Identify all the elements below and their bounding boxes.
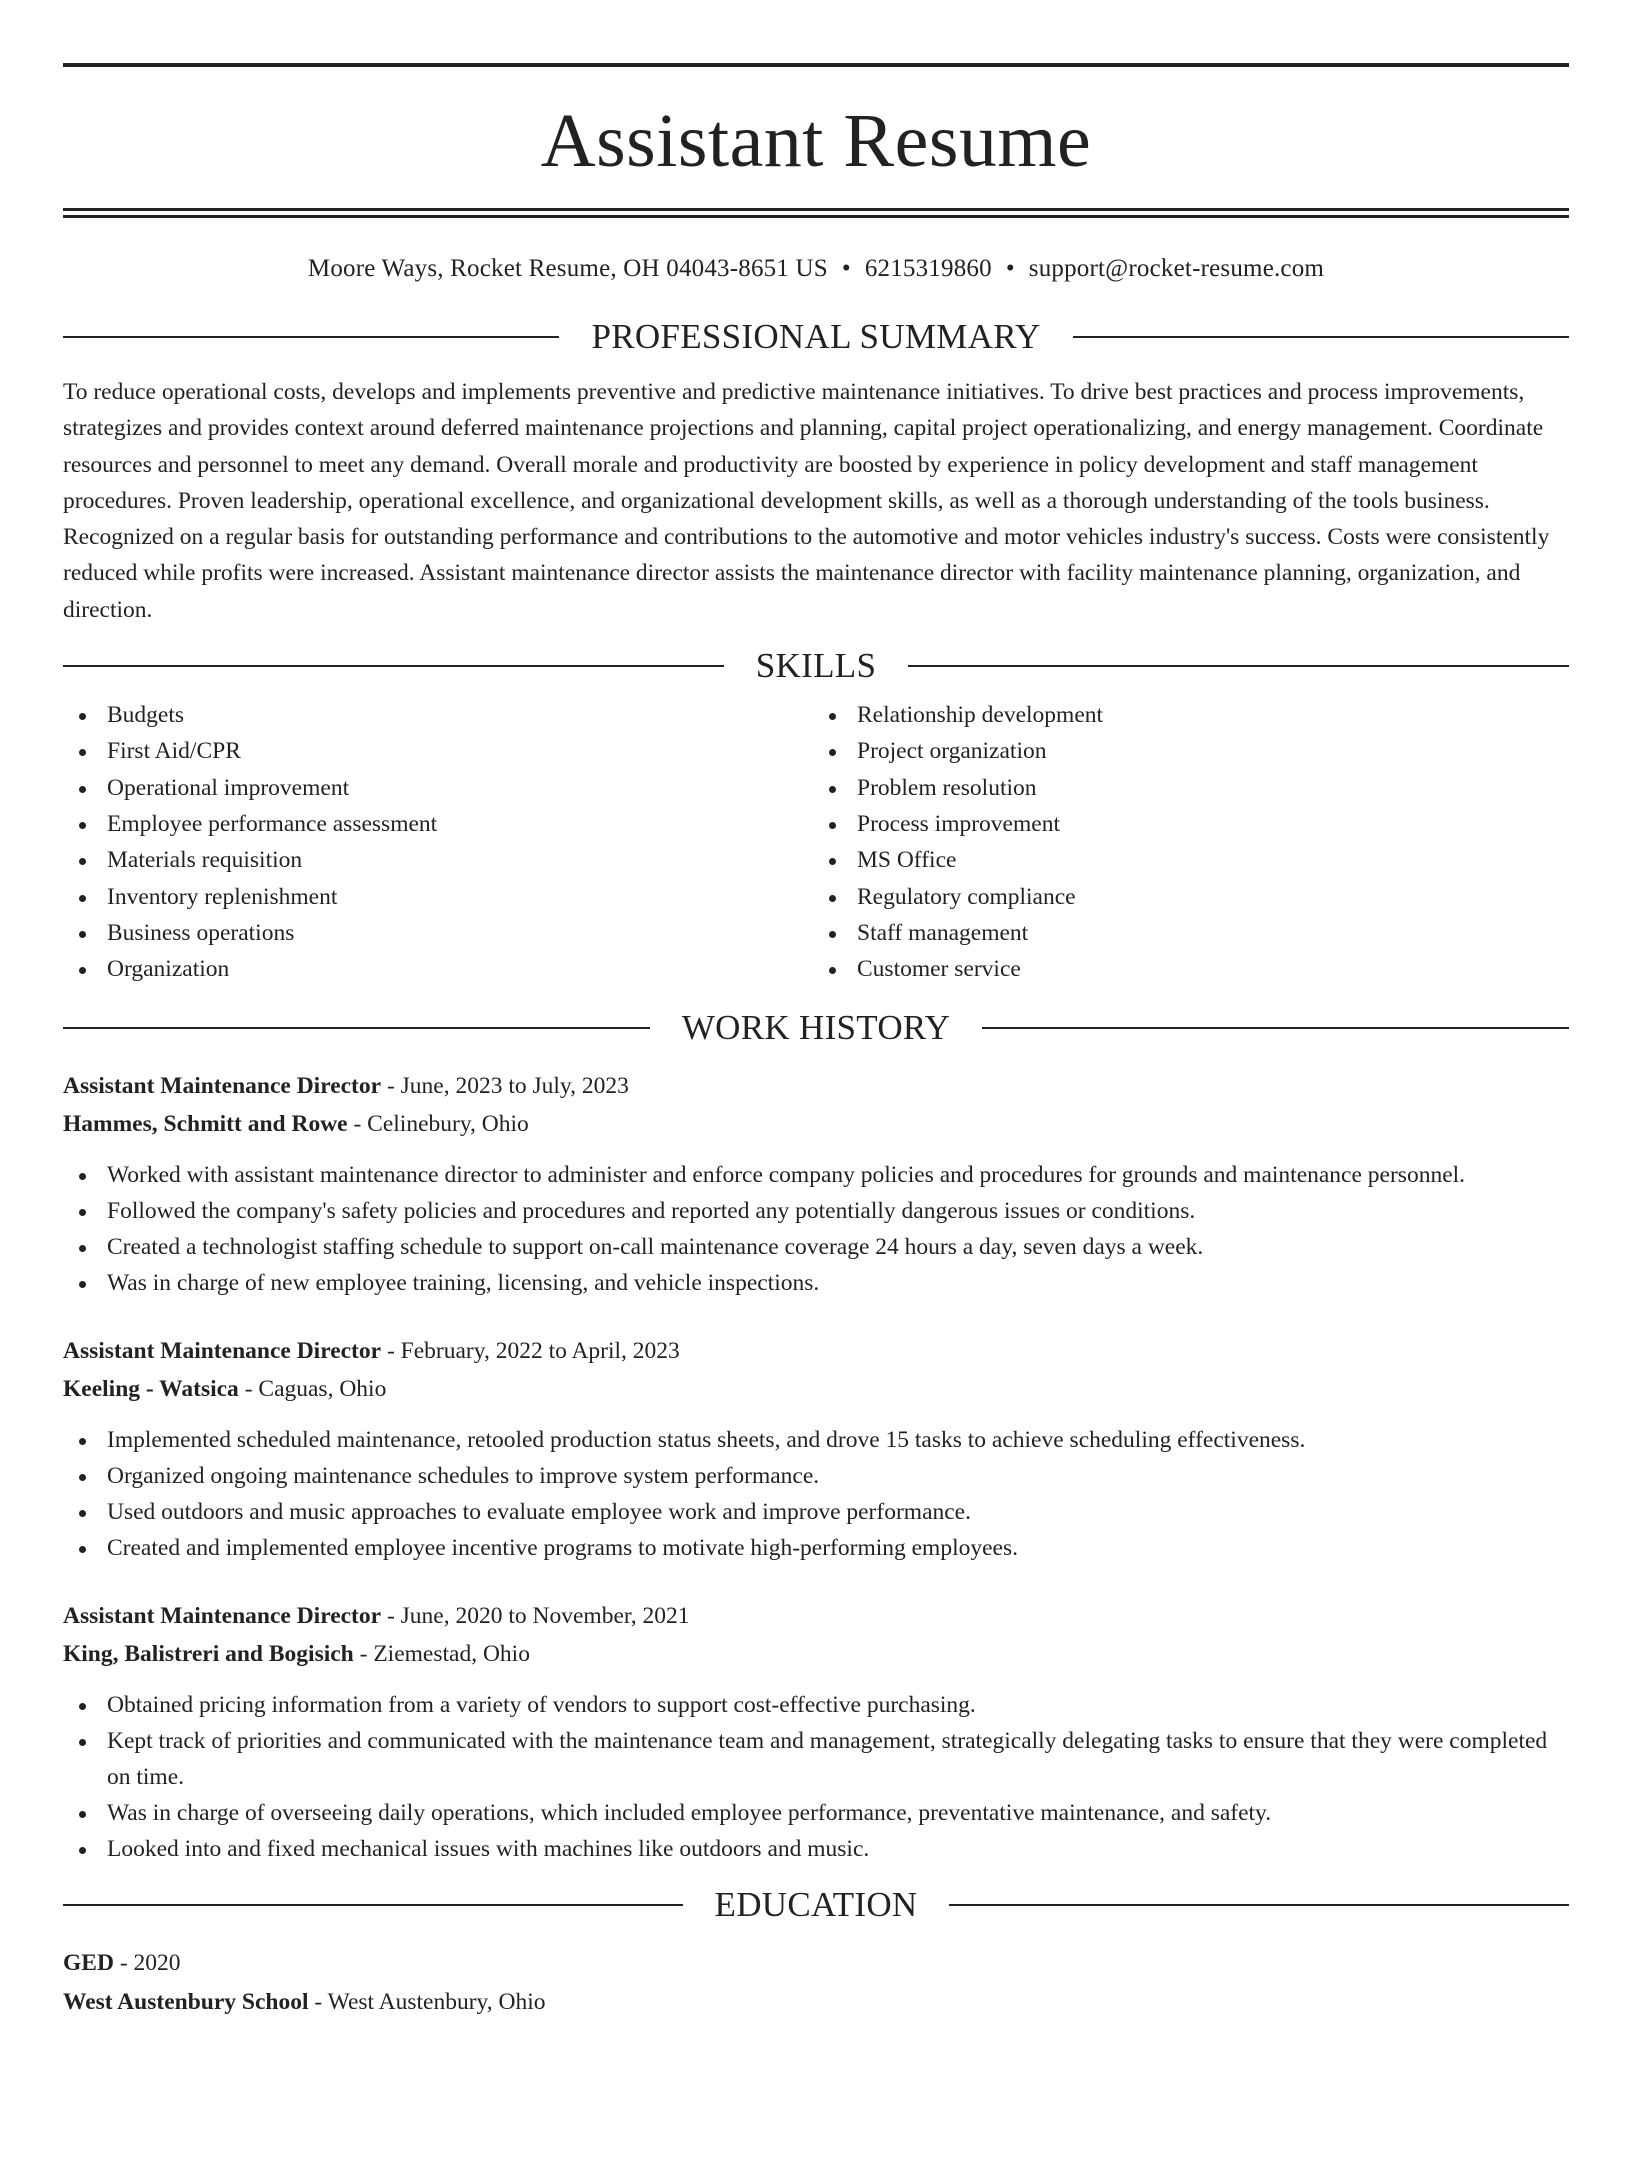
education-year: - 2020 (113, 1950, 181, 1977)
job-duties (63, 1687, 1569, 1867)
resume-title: Assistant Resume (540, 99, 1092, 183)
job-company: Hammes, Schmitt and Rowe (63, 1111, 348, 1138)
skills-column-left (63, 697, 816, 987)
work-heading-text: WORK HISTORY (681, 1008, 951, 1048)
duty-item: Was in charge of new employee training, licensing, and vehicle inspections. (63, 1265, 1569, 1301)
skill-item: Inventory replenishment (63, 879, 816, 915)
job-location: - Ziemestad, Ohio (353, 1641, 530, 1668)
skill-item: Customer service (816, 951, 1569, 987)
top-rule (63, 63, 1569, 67)
heading-rule-left (63, 1904, 683, 1906)
job-company: Keeling - Watsica (63, 1376, 239, 1403)
job-title: Assistant Maintenance Director (63, 1073, 382, 1100)
resume-page (0, 63, 1632, 2175)
heading-rule-left (63, 1027, 650, 1029)
title-double-rule (63, 208, 1569, 218)
skill-item: Operational improvement (63, 770, 816, 806)
contact-address: Moore Ways, Rocket Resume, OH 04043-8651 US (307, 255, 828, 282)
skill-item: MS Office (816, 842, 1569, 878)
education-entry (63, 1944, 1569, 2022)
duty-item: Worked with assistant maintenance director to administer and enforce company policies and procedures for grounds and maintenance personnel. (63, 1157, 1569, 1193)
job-title-line (63, 1067, 1569, 1105)
skill-item: Materials requisition (63, 842, 816, 878)
duty-item: Followed the company's safety policies and procedures and reported any potentially dangerous issues or conditions. (63, 1193, 1569, 1229)
job-dates: - June, 2020 to November, 2021 (381, 1603, 690, 1630)
job-entry (63, 1597, 1569, 1867)
skills-heading (63, 646, 1569, 686)
contact-email: support@rocket-resume.com (1028, 255, 1325, 282)
skill-item: Organization (63, 951, 816, 987)
job-company-line (63, 1105, 1569, 1143)
contact-line (63, 256, 1569, 282)
skill-item: First Aid/CPR (63, 733, 816, 769)
work-heading (63, 1008, 1569, 1048)
education-location: - West Austenbury, Ohio (308, 1989, 546, 2016)
heading-rule-left (63, 665, 724, 667)
heading-rule-right (949, 1904, 1569, 1906)
job-duties (63, 1157, 1569, 1301)
job-dates: - February, 2022 to April, 2023 (381, 1338, 680, 1365)
job-company: King, Balistreri and Bogisich (63, 1641, 354, 1668)
heading-rule-right (908, 665, 1569, 667)
job-location: - Celinebury, Ohio (347, 1111, 529, 1138)
job-location: - Caguas, Ohio (238, 1376, 387, 1403)
heading-rule-left (63, 336, 559, 338)
skill-item: Project organization (816, 733, 1569, 769)
skill-item: Process improvement (816, 806, 1569, 842)
skills-heading-text: SKILLS (755, 646, 877, 686)
duty-item: Looked into and fixed mechanical issues with machines like outdoors and music. (63, 1831, 1569, 1867)
skills-column-right (816, 697, 1569, 987)
job-dates: - June, 2023 to July, 2023 (381, 1073, 629, 1100)
contact-phone: 6215319860 (864, 255, 992, 282)
heading-rule-right (982, 1027, 1569, 1029)
job-company-line (63, 1370, 1569, 1408)
skills-list (63, 697, 1569, 987)
education-degree: GED (63, 1950, 114, 1977)
education-school: West Austenbury School (63, 1989, 309, 2016)
duty-item: Organized ongoing maintenance schedules to improve system performance. (63, 1458, 1569, 1494)
job-duties (63, 1422, 1569, 1566)
summary-heading-text: PROFESSIONAL SUMMARY (591, 317, 1041, 356)
duty-item: Implemented scheduled maintenance, retooled production status sheets, and drove 15 tasks to achieve scheduling effectiveness. (63, 1422, 1569, 1458)
duty-item: Created a technologist staffing schedule to support on-call maintenance coverage 24 hours a day, seven days a week. (63, 1229, 1569, 1265)
job-entry (63, 1332, 1569, 1566)
duty-item: Was in charge of overseeing daily operations, which included employee performance, preventative maintenance, and safety. (63, 1795, 1569, 1831)
skill-item: Problem resolution (816, 770, 1569, 806)
duty-item: Kept track of priorities and communicated with the maintenance team and management, strategically delegating tasks to ensure that they were completed on time. (63, 1723, 1569, 1795)
contact-separator: • (1005, 255, 1015, 282)
duty-item: Used outdoors and music approaches to evaluate employee work and improve performance. (63, 1494, 1569, 1530)
duty-item: Obtained pricing information from a variety of vendors to support cost-effective purchasing. (63, 1687, 1569, 1723)
skill-item: Business operations (63, 915, 816, 951)
skill-item: Relationship development (816, 697, 1569, 733)
summary-text: To reduce operational costs, develops and implements preventive and predictive maintenance initiatives. To drive best practices and process improvements, strategizes and provides context around deferred maintenance projections and planning, capital project operationalizing, and energy management. Coordinate resources and personnel to meet any demand. Overall morale and productivity are boosted by experience in policy development and staff management procedures. Proven leadership, operational excellence, and organizational development skills, as well as a thorough understanding of the tools business. Recognized on a regular basis for outstanding performance and contributions to the automotive and motor vehicles industry's success. Costs were consistently reduced while profits were increased. Assistant maintenance director assists the maintenance director with facility maintenance planning, organization, and direction. (63, 379, 1550, 623)
job-title-line (63, 1332, 1569, 1370)
education-heading-text: EDUCATION (714, 1885, 918, 1925)
job-entry (63, 1067, 1569, 1301)
skill-item: Staff management (816, 915, 1569, 951)
contact-separator: • (841, 255, 851, 282)
education-heading (63, 1885, 1569, 1925)
skill-item: Budgets (63, 697, 816, 733)
skill-item: Regulatory compliance (816, 879, 1569, 915)
skill-item: Employee performance assessment (63, 806, 816, 842)
education-school-line (63, 1983, 1569, 2022)
job-title: Assistant Maintenance Director (63, 1603, 382, 1630)
duty-item: Created and implemented employee incentive programs to motivate high-performing employees. (63, 1530, 1569, 1566)
heading-rule-right (1073, 336, 1569, 338)
education-degree-line (63, 1944, 1569, 1983)
summary-heading (63, 319, 1569, 354)
job-company-line (63, 1635, 1569, 1673)
job-title: Assistant Maintenance Director (63, 1338, 382, 1365)
job-title-line (63, 1597, 1569, 1635)
